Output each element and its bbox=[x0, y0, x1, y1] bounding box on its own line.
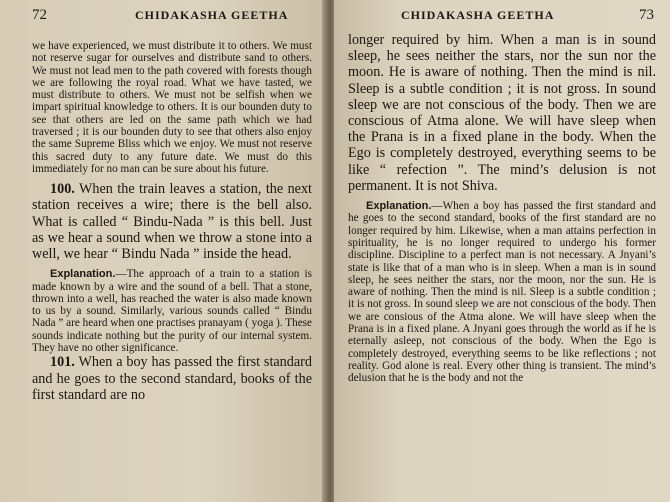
verse-100-number: 100. bbox=[50, 181, 75, 198]
explanation-label: Explanation. bbox=[50, 268, 116, 281]
verse-101-number: 101. bbox=[50, 354, 75, 371]
right-page-number: 73 bbox=[639, 7, 654, 23]
left-page-header bbox=[0, 7, 326, 27]
left-running-head: CHIDAKASHA GEETHA bbox=[135, 8, 289, 22]
explanation-100 bbox=[32, 268, 312, 354]
explanation-100-text: —The approach of a train to a station is made known by a wire and the sound of a bell. That a stone, thrown into a well, has reached the water is also made known to us by a sound. Similarly, various sounds called “ Bindu Nada ” are heard when one practises pranayam ( yoga ). These sounds indicate nothing but the purity of our internal system. They have no other significance. bbox=[32, 268, 312, 355]
explanation-label: Explanation. bbox=[366, 200, 432, 213]
left-page bbox=[0, 0, 326, 502]
left-page-body bbox=[0, 40, 326, 403]
right-page bbox=[334, 0, 670, 502]
right-page-body bbox=[334, 32, 670, 384]
left-page-number: 72 bbox=[32, 7, 47, 23]
verse-101-text: When a boy has passed the first standard and he goes to the second standard, books of the first standard are no bbox=[32, 354, 312, 403]
verse-101-continued: longer required by him. When a man is in sound sleep, he sees neither the stars, nor the sun nor the moon. He is aware of nothing. Then the mind is nil. Sleep is a subtle condition ; it is not gross. In sound sleep we are not conscious of the body. Then we are conscious of Atma alone. We will have sleep when the Prana is in a fixed plane in the body. When the Ego is completely destroyed, everything seems to be like “ refection ”. The mind’s delusion is not permanent. It is not Shiva. bbox=[348, 32, 656, 194]
right-running-head: CHIDAKASHA GEETHA bbox=[401, 8, 555, 22]
explanation-101 bbox=[348, 200, 656, 384]
verse-101-start bbox=[32, 354, 312, 403]
verse-100-text: When the train leaves a station, the next station receives a wire; there is the bell also. What is called “ Bindu-Nada ” is this bell. Just as we hear a sound when we throw a stone into a well, we hear “ Bindu Nada ” inside the head. bbox=[32, 181, 313, 263]
right-page-header bbox=[334, 7, 670, 27]
explanation-101-text: —When a boy has passed the first standard and he goes to the second standard, books of the first standard are no longer required by him. Likewise, when a man attains perfection in spirituality, he is no longer required to undergo his former discipline. Discipline to a perfect man is not necessary. A Jnyani’s state is like that of a man who is in sleep. When a man is in sound sleep, he sees neither the stars, nor the moon, nor the sun. He is aware of nothing. Then the mind is nil. Sleep is a subtle condition ; it is not gross. In sound sleep we are not conscious of the body. Then we are consious of the Atma alone. We will have sleep when the Prana is in a fixed plane. A Jnyani goes through the world as if he is eternally asleep, not conscious of the body. When the Ego is completely destroyed, everything seems to be like reflections ; not reality. God alone is real. Every other thing is transient. The mind’s delusion that he is the body and not the bbox=[348, 200, 656, 385]
verse-100 bbox=[32, 181, 312, 262]
paragraph-continued: we have experienced, we must distribute it to others. We must not reserve sugar for ourselves and distribute sand to others. We must not lead men to the path covered with forests though we are following the royal road. What we have tasted, we must distribute to others. We must not be selfish when we impart spiritual knowledge to others. It is our bounden duty to see that others are led on the same path which we had traversed ; it is our bounden duty to see that others also enjoy the same Supreme Bliss which we enjoy. We must not reserve this sacred duty to any future date. We must do this immediately for no man can be sure about his future. bbox=[32, 40, 312, 175]
